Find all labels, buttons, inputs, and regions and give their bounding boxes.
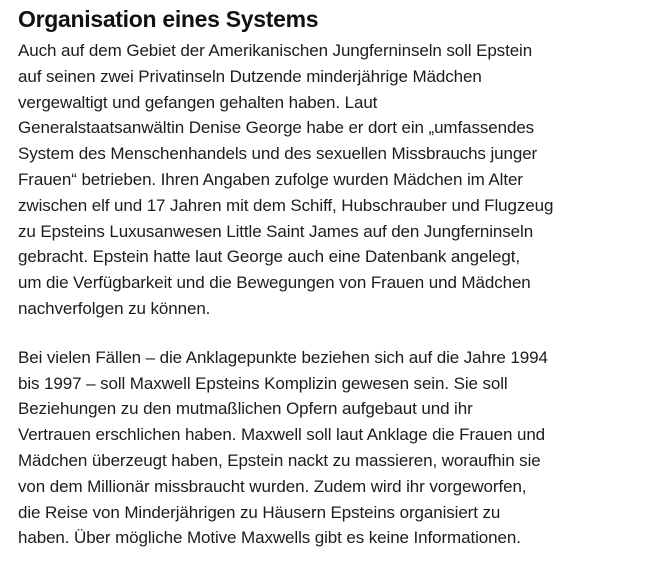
text-line: die Reise von Minderjährigen zu Häusern Epsteins organisiert zu (18, 502, 501, 522)
text-line: Vertrauen erschlichen haben. Maxwell soll laut Anklage die Frauen und (18, 425, 546, 445)
text-line: um die Verfügbarkeit und die Bewegungen von Frauen und Mädchen (18, 273, 531, 293)
text-line: Beziehungen zu den mutmaßlichen Opfern aufgebaut und ihr (18, 399, 473, 419)
paragraph-2 (18, 345, 640, 551)
text-line: auf seinen zwei Privatinseln Dutzende minderjährige Mädchen (18, 66, 482, 86)
text-line: Auch auf dem Gebiet der Amerikanischen Jungferninseln soll Epstein (18, 41, 533, 60)
paragraph-1 (18, 38, 640, 322)
text-line: haben. Über mögliche Motive Maxwells gibt es keine Informationen. (18, 528, 521, 548)
text-line: zwischen elf und 17 Jahren mit dem Schiff, Hubschrauber und Flugzeug (18, 195, 554, 215)
text-line: System des Menschenhandels und des sexuellen Missbrauchs junger (18, 144, 538, 164)
text-line: zu Epsteins Luxusanwesen Little Saint James auf den Jungferninseln (18, 221, 534, 241)
article-body (18, 6, 640, 551)
section-heading: Organisation eines Systems (18, 6, 319, 32)
text-line: gebracht. Epstein hatte laut George auch eine Datenbank angelegt, (18, 247, 520, 267)
text-line: von dem Millionär missbraucht wurden. Zudem wird ihr vorgeworfen, (18, 476, 527, 496)
text-line: Generalstaatsanwältin Denise George habe er dort ein „umfassendes (18, 118, 535, 138)
text-line: Bei vielen Fällen – die Anklagepunkte beziehen sich auf die Jahre 1994 (18, 347, 548, 367)
text-line: nachverfolgen zu können. (18, 298, 211, 318)
text-line: vergewaltigt und gefangen gehalten haben. Laut (18, 92, 378, 112)
text-line: bis 1997 – soll Maxwell Epsteins Komplizin gewesen sein. Sie soll (18, 373, 508, 393)
text-line: Mädchen überzeugt haben, Epstein nackt zu massieren, woraufhin sie (18, 450, 541, 470)
text-line: Frauen“ betrieben. Ihren Angaben zufolge wurden Mädchen im Alter (18, 169, 523, 189)
